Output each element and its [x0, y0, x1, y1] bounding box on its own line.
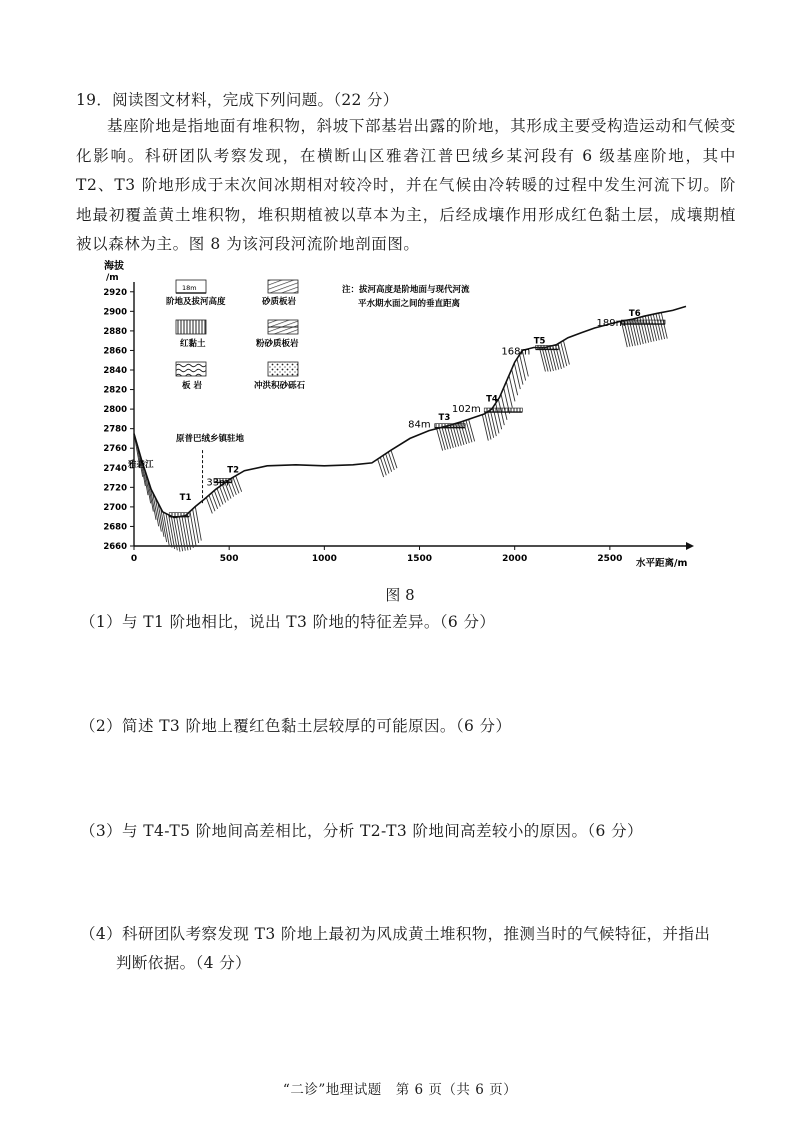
legend-red-clay-swatch	[176, 320, 206, 334]
bedrock-hatching	[134, 313, 667, 552]
y-tick-label: 2680	[103, 522, 127, 533]
terrace-profile-chart	[96, 258, 706, 578]
bedrock-hatch-line	[388, 452, 394, 470]
terrace-t3-label: T3	[438, 412, 451, 423]
terrace-t1-label: T1	[179, 493, 192, 504]
x-axis-arrow	[686, 542, 694, 550]
bedrock-hatch-line	[220, 486, 226, 502]
bedrock-hatch-line	[651, 315, 657, 341]
legend-silty-slate-label: 粉砂质板岩	[256, 339, 299, 349]
legend	[166, 280, 306, 391]
y-tick-label: 2900	[103, 307, 127, 318]
y-tick-label: 2920	[103, 287, 127, 298]
bedrock-hatch-line	[659, 313, 665, 339]
y-tick-label: 2840	[103, 366, 127, 376]
question-intro	[76, 112, 736, 260]
bedrock-hatch-line	[485, 414, 491, 440]
y-tick-label: 2720	[103, 483, 127, 494]
bedrock-hatch-line	[547, 347, 553, 371]
y-ticks	[103, 288, 134, 552]
y-tick-label: 2660	[103, 542, 127, 552]
y-axis-title: 海拔	[104, 261, 124, 272]
bedrock-hatch-line	[517, 359, 523, 385]
terrace-t4-label: T4	[486, 394, 498, 405]
bedrock-hatch-line	[236, 476, 242, 492]
bedrock-hatch-line	[391, 450, 397, 468]
x-axis-title: 水平距离/m	[636, 558, 688, 569]
town-label: 原普巴绒乡镇驻地	[176, 434, 245, 444]
bedrock-hatch-line	[442, 427, 448, 449]
bedrock-hatch-line	[182, 516, 188, 550]
y-tick-label: 2820	[103, 385, 127, 396]
bedrock-hatch-line	[661, 313, 667, 339]
legend-terrace-label: 阶地及拔河高度	[166, 297, 226, 307]
bedrock-hatch-line	[561, 342, 567, 366]
intro-paragraph: 基座阶地是指地面有堆积物，斜坡下部基岩出露的阶地，其形成主要受构造运动和气候变化影响。科研团队考察发现，在横断山区雅砻江普巴绒乡某河段有 6 级基座阶地，其中 T2、T3 阶地形成于末次间冰期相对较冷时，并在气候由冷转暖的过程中发生河流下切。阶地最初覆盖黄土堆积物，堆积期植被以草本为主，后经成壤作用形成红色黏土层，成壤期植被以森林为主。图 8 为该河段河流阶地剖面图。	[76, 117, 736, 253]
bedrock-hatch-line	[450, 425, 456, 447]
bedrock-hatch-line	[214, 491, 220, 507]
terrace-t3-height: 84m	[408, 419, 431, 431]
bedrock-hatch-line	[539, 348, 545, 372]
bedrock-hatch-line	[439, 428, 445, 450]
bedrock-hatch-line	[445, 427, 451, 449]
sub-question-3: （3）与 T4-T5 阶地间高差相比，分析 T2-T3 阶地间高差较小的原因。（6 分）	[80, 822, 643, 840]
bedrock-hatch-line	[545, 348, 551, 372]
bedrock-hatch-line	[466, 420, 472, 442]
terrace-t2-label: T2	[227, 465, 239, 476]
sub-question-1: （1）与 T1 阶地相比，说出 T3 阶地的特征差异。（6 分）	[80, 613, 496, 631]
terrace-t5-label: T5	[533, 336, 546, 347]
bedrock-hatch-line	[193, 509, 199, 543]
bedrock-hatch-line	[469, 419, 475, 441]
y-tick-label: 2740	[103, 463, 127, 474]
bedrock-hatch-line	[563, 340, 569, 364]
figure-caption: 图 8	[385, 586, 415, 604]
bedrock-hatch-line	[380, 457, 386, 475]
terrace-labels	[180, 309, 641, 503]
bedrock-hatch-line	[209, 495, 215, 511]
bedrock-hatch-line	[437, 429, 443, 451]
bedrock-hatch-line	[386, 454, 392, 472]
x-tick-label: 2000	[502, 554, 528, 564]
x-ticks	[131, 546, 623, 564]
y-tick-label: 2780	[103, 424, 127, 435]
bedrock-hatch-line	[488, 412, 494, 438]
chart-note-line1: 注：拔河高度是阶地面与现代河流	[342, 285, 470, 295]
bedrock-hatch-line	[558, 344, 564, 368]
x-tick-label: 1500	[406, 554, 433, 564]
sub-question-2: （2）简述 T3 阶地上覆红色黏土层较厚的可能原因。（6 分）	[80, 717, 512, 735]
bedrock-hatch-line	[233, 477, 239, 493]
bedrock-hatch-line	[482, 415, 488, 441]
chart-note-line2: 平水期水面之间的垂直距离	[358, 299, 461, 309]
y-tick-label: 2700	[103, 502, 127, 513]
bedrock-hatch-line	[206, 497, 212, 513]
question-header: 19．阅读图文材料，完成下列问题。（22 分）	[76, 91, 399, 109]
sub-question-4	[80, 920, 740, 978]
bedrock-hatch-line	[648, 315, 654, 341]
y-tick-label: 2860	[103, 346, 127, 357]
y-tick-label: 2760	[103, 444, 127, 455]
terrace-t6-label: T6	[628, 309, 641, 320]
bedrock-hatch-line	[656, 314, 662, 340]
x-tick-label: 0	[130, 554, 138, 564]
bedrock-hatch-line	[542, 348, 548, 372]
bedrock-hatch-line	[378, 459, 384, 477]
bedrock-hatch-line	[190, 511, 196, 545]
bedrock-hatch-line	[187, 514, 193, 548]
terrace-t4-height: 102m	[451, 404, 481, 416]
legend-alluvial-swatch	[268, 362, 298, 376]
bedrock-hatch-line	[185, 516, 191, 550]
bedrock-hatch-line	[447, 426, 453, 448]
terrace-t6-height: 189m	[596, 318, 626, 329]
x-tick-label: 500	[219, 554, 239, 564]
legend-slate-label: 板 岩	[182, 381, 202, 391]
legend-alluvial-label: 冲洪积砂砾石	[254, 381, 306, 391]
river-label: 雅砻江	[128, 460, 154, 470]
bedrock-hatch-line	[653, 314, 659, 340]
bedrock-hatch-line	[520, 355, 526, 381]
legend-terrace-sample: 18m	[182, 284, 197, 292]
bedrock-hatch-line	[212, 493, 218, 509]
terrace-t5-height: 168m	[501, 346, 531, 358]
legend-red-clay-label: 红黏土	[180, 339, 206, 349]
legend-sandy-slate-label: 砂质板岩	[262, 297, 297, 307]
sub-question-4-line1: （4）科研团队考察发现 T3 阶地上最初为风成黄土堆积物，推测当时的气候特征，并指出	[80, 925, 711, 943]
bedrock-hatch-line	[195, 507, 201, 541]
y-tick-label: 2880	[103, 326, 127, 337]
terrace-t2-height: 33m	[206, 477, 229, 489]
bedrock-hatch-line	[383, 456, 389, 474]
bedrock-hatch-line	[496, 403, 502, 429]
page-footer: “二诊”地理试题 第 6 页（共 6 页）	[282, 1082, 518, 1098]
x-tick-label: 1000	[311, 554, 337, 564]
sub-question-4-line2: 判断依据。（4 分）	[116, 954, 252, 972]
legend-slate-swatch	[176, 362, 206, 376]
y-tick-label: 2800	[103, 405, 127, 416]
bedrock-hatch-line	[490, 410, 496, 436]
terraces	[169, 320, 665, 517]
legend-sandy-slate-swatch	[268, 280, 298, 293]
bedrock-hatch-line	[217, 488, 223, 504]
y-axis-unit: /m	[106, 273, 119, 283]
x-tick-label: 2500	[597, 554, 623, 564]
